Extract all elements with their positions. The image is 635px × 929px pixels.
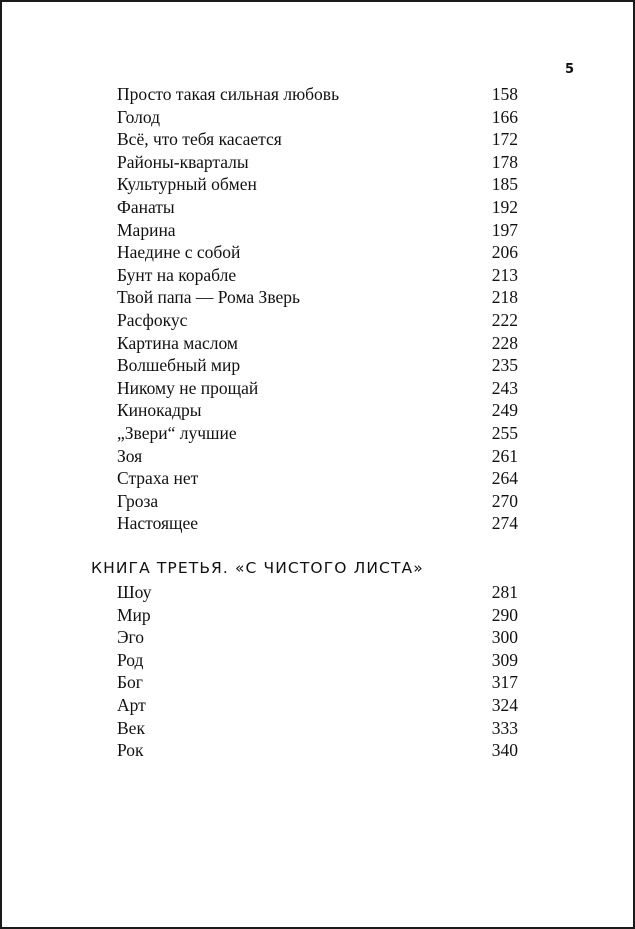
toc-entry-title: Всё, что тебя касается: [117, 129, 282, 150]
toc-entry-page: 185: [491, 174, 518, 195]
toc-entry-page: 281: [491, 582, 518, 602]
toc-entry-title: Волшебный мир: [117, 355, 241, 376]
toc-entry-page: 222: [491, 309, 518, 330]
toc-entry-page: 261: [491, 445, 518, 466]
toc-entry: [2, 694, 633, 717]
toc-entry: [2, 377, 633, 400]
toc-entry: [2, 671, 633, 694]
toc-entry: [2, 286, 633, 309]
toc-list-part-2: [2, 83, 633, 535]
toc-entry: [2, 264, 633, 287]
toc-entry-title: Век: [117, 717, 145, 738]
toc-entry-title: Культурный обмен: [117, 174, 257, 195]
toc-entry-title: Картина маслом: [117, 332, 238, 353]
toc-entry: [2, 739, 633, 762]
toc-entry-page: 213: [491, 264, 518, 285]
toc-list-part-3: [2, 581, 633, 762]
toc-entry-title: Фанаты: [117, 196, 175, 217]
section-heading-book-three: КНИГА ТРЕТЬЯ. «С ЧИСТОГО ЛИСТА»: [91, 559, 424, 577]
toc-entry-page: 309: [491, 649, 518, 670]
toc-entry: [2, 196, 633, 219]
toc-entry-page: 192: [491, 196, 518, 217]
toc-entry-title: Твой папа — Рома Зверь: [117, 287, 300, 308]
toc-entry-title: Никому не прощай: [117, 377, 259, 398]
toc-entry-title: Марина: [117, 219, 176, 240]
toc-entry-page: 172: [491, 129, 518, 150]
toc-entry-page: 264: [491, 468, 518, 489]
toc-entry-title: Голод: [117, 106, 160, 127]
toc-entry: [2, 717, 633, 740]
toc-entry-page: 340: [491, 740, 518, 761]
toc-entry-page: 317: [491, 672, 518, 693]
toc-entry: [2, 512, 633, 535]
toc-entry-page: 206: [491, 242, 518, 263]
toc-entry: [2, 151, 633, 174]
toc-entry: [2, 332, 633, 355]
toc-entry-title: Шоу: [117, 582, 152, 602]
toc-entry: [2, 467, 633, 490]
toc-entry-page: 218: [491, 287, 518, 308]
toc-entry: [2, 581, 633, 604]
toc-entry-page: 300: [491, 627, 518, 648]
toc-entry-page: 166: [491, 106, 518, 127]
toc-entry-title: Род: [117, 649, 144, 670]
toc-entry: [2, 83, 633, 106]
toc-entry-page: 197: [491, 219, 518, 240]
toc-entry-page: 324: [491, 694, 518, 715]
toc-entry-title: Расфокус: [117, 309, 188, 330]
toc-entry-page: 255: [491, 422, 518, 443]
toc-entry: [2, 422, 633, 445]
toc-entry-page: 178: [491, 151, 518, 172]
toc-entry: [2, 399, 633, 422]
toc-entry-page: 333: [491, 717, 518, 738]
toc-entry-title: Бог: [117, 672, 143, 693]
toc-entry-title: Кинокадры: [117, 400, 202, 421]
toc-entry-title: Зоя: [117, 445, 143, 466]
toc-entry: [2, 106, 633, 129]
toc-entry-page: 158: [491, 84, 518, 104]
toc-entry-title: Просто такая сильная любовь: [117, 84, 340, 104]
toc-entry-title: „Звери“ лучшие: [117, 422, 237, 443]
toc-entry: [2, 241, 633, 264]
toc-entry-title: Эго: [117, 627, 145, 648]
toc-entry: [2, 649, 633, 672]
toc-entry-title: Страха нет: [117, 468, 199, 489]
toc-entry: [2, 128, 633, 151]
toc-entry-title: Бунт на корабле: [117, 264, 237, 285]
toc-entry-page: 249: [491, 400, 518, 421]
toc-entry: [2, 354, 633, 377]
toc-entry: [2, 604, 633, 627]
toc-entry: [2, 173, 633, 196]
toc-entry-title: Мир: [117, 604, 151, 625]
toc-entry-title: Районы-кварталы: [117, 151, 249, 172]
toc-entry: [2, 219, 633, 242]
toc-entry-page: 235: [491, 355, 518, 376]
toc-entry-title: Рок: [117, 740, 144, 761]
toc-entry-title: Арт: [117, 694, 146, 715]
toc-entry-page: 290: [491, 604, 518, 625]
toc-entry-title: Наедине с собой: [117, 242, 241, 263]
toc-entry-title: Настоящее: [117, 513, 199, 534]
toc-entry: [2, 309, 633, 332]
toc-entry: [2, 445, 633, 468]
toc-entry-page: 270: [491, 490, 518, 511]
toc-entry-page: 228: [491, 332, 518, 353]
toc-entry-page: 274: [491, 513, 518, 534]
toc-entry: [2, 626, 633, 649]
toc-entry: [2, 490, 633, 513]
toc-entry-page: 243: [491, 377, 518, 398]
toc-entry-title: Гроза: [117, 490, 159, 511]
page-number: 5: [565, 62, 575, 77]
